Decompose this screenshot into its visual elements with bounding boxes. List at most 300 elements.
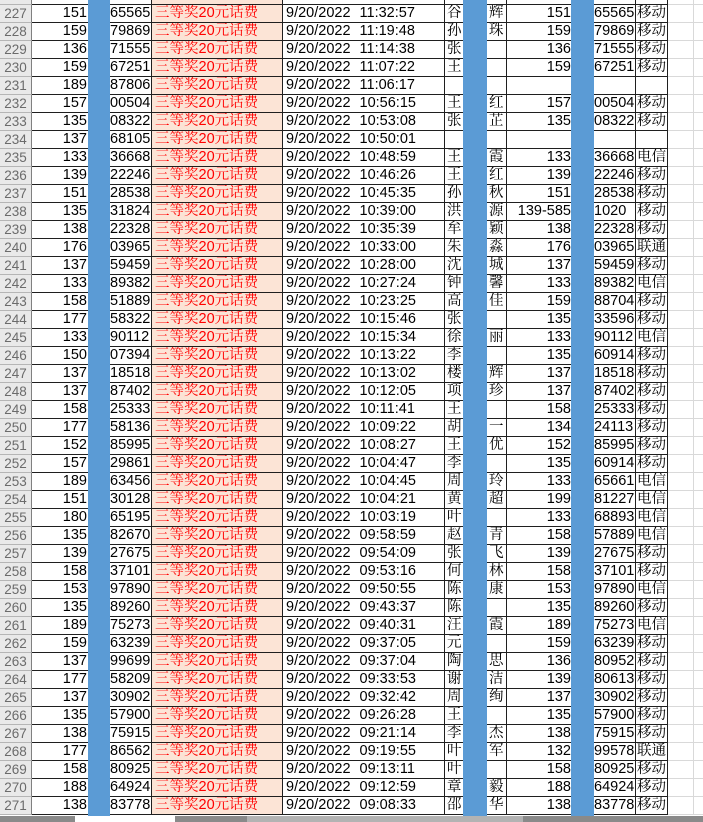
- draw-date: 9/20/2022: [286, 671, 351, 688]
- empty-gridline-area[interactable]: [668, 653, 703, 671]
- carrier-cell[interactable]: 电信: [636, 473, 668, 491]
- draw-date: 9/20/2022: [286, 220, 351, 237]
- row-header-cell[interactable]: 256: [0, 527, 32, 545]
- scrollbar-thumb[interactable]: [75, 816, 175, 822]
- draw-date: 9/20/2022: [286, 599, 351, 616]
- datetime-cell[interactable]: [283, 437, 445, 455]
- datetime-cell[interactable]: [283, 599, 445, 617]
- name-surname: 洪: [447, 202, 462, 219]
- datetime-cell[interactable]: [283, 239, 445, 257]
- row-header-cell[interactable]: 261: [0, 617, 32, 635]
- carrier-cell[interactable]: 电信: [636, 275, 668, 293]
- empty-gridline-area[interactable]: [668, 383, 703, 401]
- empty-gridline-area[interactable]: [668, 689, 703, 707]
- row-header-cell[interactable]: 254: [0, 491, 32, 509]
- empty-gridline-area[interactable]: [668, 23, 703, 41]
- datetime-cell[interactable]: [283, 545, 445, 563]
- phone-prefix: 158: [62, 761, 87, 778]
- carrier-cell[interactable]: 移动: [636, 671, 668, 689]
- name-given: 红: [489, 166, 504, 183]
- empty-gridline-area[interactable]: [668, 293, 703, 311]
- empty-gridline-area[interactable]: [668, 671, 703, 689]
- draw-time: 10:27:24: [359, 274, 416, 291]
- prize-cell[interactable]: 三等奖20元话费: [152, 131, 283, 149]
- row-header-cell[interactable]: 237: [0, 185, 32, 203]
- carrier-cell[interactable]: 移动: [636, 5, 668, 23]
- phone-suffix: 28538: [110, 184, 151, 201]
- carrier-cell[interactable]: 移动: [636, 437, 668, 455]
- carrier-cell[interactable]: 移动: [636, 761, 668, 779]
- horizontal-scrollbar[interactable]: [0, 816, 703, 822]
- draw-time: 10:56:15: [359, 94, 416, 111]
- datetime-cell[interactable]: [283, 779, 445, 797]
- datetime-cell[interactable]: [283, 221, 445, 239]
- carrier-cell[interactable]: 电信: [636, 527, 668, 545]
- prize-cell[interactable]: 三等奖20元话费: [152, 5, 283, 23]
- draw-date: 9/20/2022: [286, 707, 351, 724]
- carrier-cell[interactable]: 移动: [636, 365, 668, 383]
- carrier-cell[interactable]: 移动: [636, 635, 668, 653]
- carrier-cell[interactable]: 电信: [636, 491, 668, 509]
- name-surname: 汪: [447, 617, 462, 634]
- carrier-cell[interactable]: 电信: [636, 509, 668, 527]
- empty-gridline-area[interactable]: [668, 743, 703, 761]
- row-header-cell[interactable]: 264: [0, 671, 32, 689]
- carrier-cell[interactable]: 移动: [636, 653, 668, 671]
- carrier-cell[interactable]: 移动: [636, 455, 668, 473]
- empty-gridline-area[interactable]: [668, 545, 703, 563]
- empty-gridline-area[interactable]: [668, 131, 703, 149]
- datetime-cell[interactable]: [283, 329, 445, 347]
- name-surname: 周: [447, 689, 462, 706]
- name-surname: 张: [447, 40, 462, 57]
- row-header-cell[interactable]: 231: [0, 77, 32, 95]
- draw-time: 09:32:42: [359, 689, 416, 706]
- row-header-cell[interactable]: 252: [0, 455, 32, 473]
- carrier-cell[interactable]: 移动: [636, 419, 668, 437]
- empty-gridline-area[interactable]: [668, 527, 703, 545]
- empty-gridline-area[interactable]: [668, 347, 703, 365]
- empty-gridline-area[interactable]: [668, 419, 703, 437]
- row-header-cell[interactable]: 242: [0, 275, 32, 293]
- empty-gridline-area[interactable]: [668, 761, 703, 779]
- prize-cell[interactable]: 三等奖20元话费: [152, 455, 283, 473]
- carrier-cell[interactable]: 移动: [636, 779, 668, 797]
- row-header-cell[interactable]: 268: [0, 743, 32, 761]
- prize-cell[interactable]: 三等奖20元话费: [152, 689, 283, 707]
- empty-gridline-area[interactable]: [668, 329, 703, 347]
- carrier-cell[interactable]: 移动: [636, 725, 668, 743]
- prize-cell[interactable]: 三等奖20元话费: [152, 653, 283, 671]
- phone-suffix: 18518: [110, 364, 151, 381]
- carrier-cell[interactable]: 移动: [636, 167, 668, 185]
- prize-cell[interactable]: 三等奖20元话费: [152, 203, 283, 221]
- datetime-cell[interactable]: [283, 77, 445, 95]
- prize-cell[interactable]: 三等奖20元话费: [152, 599, 283, 617]
- row-header-cell[interactable]: 245: [0, 329, 32, 347]
- phone2-prefix: 137: [546, 689, 571, 706]
- empty-gridline-area[interactable]: [668, 221, 703, 239]
- prize-cell[interactable]: 三等奖20元话费: [152, 347, 283, 365]
- name-surname: 王: [447, 166, 462, 183]
- prize-cell[interactable]: 三等奖20元话费: [152, 545, 283, 563]
- carrier-cell[interactable]: 联通: [636, 239, 668, 257]
- empty-gridline-area[interactable]: [668, 455, 703, 473]
- prize-cell[interactable]: 三等奖20元话费: [152, 383, 283, 401]
- row-header-cell[interactable]: 263: [0, 653, 32, 671]
- empty-gridline-area[interactable]: [668, 599, 703, 617]
- carrier-cell[interactable]: 移动: [636, 41, 668, 59]
- phone2-suffix: 27675: [594, 544, 635, 561]
- carrier-cell[interactable]: 移动: [636, 203, 668, 221]
- datetime-cell[interactable]: [283, 707, 445, 725]
- prize-cell[interactable]: 三等奖20元话费: [152, 275, 283, 293]
- draw-date: 9/20/2022: [286, 689, 351, 706]
- row-header-cell[interactable]: 265: [0, 689, 32, 707]
- prize-cell[interactable]: 三等奖20元话费: [152, 167, 283, 185]
- prize-cell[interactable]: 三等奖20元话费: [152, 59, 283, 77]
- phone2-prefix: 135: [546, 454, 571, 471]
- carrier-cell[interactable]: 移动: [636, 545, 668, 563]
- row-header-cell[interactable]: 247: [0, 365, 32, 383]
- empty-gridline-area[interactable]: [668, 203, 703, 221]
- empty-gridline-area[interactable]: [668, 149, 703, 167]
- datetime-cell[interactable]: [283, 167, 445, 185]
- prize-cell[interactable]: 三等奖20元话费: [152, 797, 283, 815]
- draw-date: 9/20/2022: [286, 472, 351, 489]
- datetime-cell[interactable]: [283, 797, 445, 815]
- datetime-cell[interactable]: [283, 347, 445, 365]
- datetime-cell[interactable]: [283, 185, 445, 203]
- datetime-cell[interactable]: [283, 617, 445, 635]
- row-header-cell[interactable]: 228: [0, 23, 32, 41]
- datetime-cell[interactable]: [283, 383, 445, 401]
- empty-gridline-area[interactable]: [668, 113, 703, 131]
- phone-suffix: 90112: [110, 328, 150, 345]
- datetime-cell[interactable]: [283, 5, 445, 23]
- row-header-cell[interactable]: 262: [0, 635, 32, 653]
- prize-cell[interactable]: 三等奖20元话费: [152, 113, 283, 131]
- carrier-cell[interactable]: 移动: [636, 599, 668, 617]
- phone2-prefix: 139: [546, 544, 571, 561]
- carrier-cell[interactable]: 移动: [636, 689, 668, 707]
- draw-date: 9/20/2022: [286, 490, 351, 507]
- name-given: 华: [489, 797, 504, 814]
- datetime-cell[interactable]: [283, 455, 445, 473]
- datetime-cell[interactable]: [283, 401, 445, 419]
- empty-gridline-area[interactable]: [668, 185, 703, 203]
- row-header-cell[interactable]: 238: [0, 203, 32, 221]
- prize-cell[interactable]: 三等奖20元话费: [152, 221, 283, 239]
- datetime-cell[interactable]: [283, 311, 445, 329]
- prize-cell[interactable]: 三等奖20元话费: [152, 329, 283, 347]
- carrier-cell[interactable]: 移动: [636, 347, 668, 365]
- phone2-prefix: 135: [546, 346, 571, 363]
- carrier-cell[interactable]: 移动: [636, 185, 668, 203]
- draw-date: 9/20/2022: [286, 4, 351, 21]
- phone-suffix: 97890: [110, 581, 151, 597]
- empty-gridline-area[interactable]: [668, 707, 703, 725]
- carrier-cell[interactable]: 移动: [636, 23, 668, 41]
- phone2-suffix: 60914: [594, 454, 635, 471]
- phone-prefix: 133: [62, 274, 87, 291]
- name-surname: 叶: [447, 508, 462, 525]
- empty-gridline-area[interactable]: [668, 239, 703, 257]
- prize-cell[interactable]: 三等奖20元话费: [152, 77, 283, 95]
- carrier-cell[interactable]: [636, 77, 668, 95]
- datetime-cell[interactable]: [283, 509, 445, 527]
- name-given: [489, 77, 506, 94]
- datetime-cell[interactable]: [283, 491, 445, 509]
- prize-cell[interactable]: 三等奖20元话费: [152, 779, 283, 797]
- empty-gridline-area[interactable]: [668, 563, 703, 581]
- row-header-cell[interactable]: 255: [0, 509, 32, 527]
- phone-prefix: 157: [62, 94, 87, 111]
- draw-date: 9/20/2022: [286, 617, 351, 634]
- prize-cell[interactable]: 三等奖20元话费: [152, 743, 283, 761]
- name-given: [489, 599, 506, 616]
- prize-cell[interactable]: 三等奖20元话费: [152, 671, 283, 689]
- prize-cell[interactable]: 三等奖20元话费: [152, 41, 283, 59]
- carrier-cell[interactable]: 移动: [636, 311, 668, 329]
- row-header-cell[interactable]: 239: [0, 221, 32, 239]
- empty-gridline-area[interactable]: [668, 401, 703, 419]
- datetime-cell[interactable]: [283, 95, 445, 113]
- row-header-cell[interactable]: 241: [0, 257, 32, 275]
- carrier-cell[interactable]: 移动: [636, 221, 668, 239]
- row-header-cell[interactable]: 234: [0, 131, 32, 149]
- prize-cell[interactable]: 三等奖20元话费: [152, 401, 283, 419]
- row-header-cell[interactable]: 246: [0, 347, 32, 365]
- row-header-cell[interactable]: 269: [0, 761, 32, 779]
- phone2-suffix: 03965: [594, 238, 635, 255]
- datetime-cell[interactable]: [283, 689, 445, 707]
- prize-cell[interactable]: 三等奖20元话费: [152, 581, 283, 599]
- prize-cell[interactable]: 三等奖20元话费: [152, 149, 283, 167]
- phone-suffix: 89260: [110, 599, 151, 616]
- empty-gridline-area[interactable]: [668, 635, 703, 653]
- carrier-cell[interactable]: 移动: [636, 797, 668, 815]
- empty-gridline-area[interactable]: [668, 365, 703, 383]
- carrier-cell[interactable]: 电信: [636, 329, 668, 347]
- empty-gridline-area[interactable]: [668, 509, 703, 527]
- row-header-cell[interactable]: 257: [0, 545, 32, 563]
- carrier-cell[interactable]: [636, 131, 668, 149]
- datetime-cell[interactable]: [283, 293, 445, 311]
- phone2-prefix: 138: [546, 725, 571, 742]
- row-header-cell[interactable]: 249: [0, 401, 32, 419]
- row-header-cell[interactable]: 232: [0, 95, 32, 113]
- carrier-cell[interactable]: 移动: [636, 383, 668, 401]
- phone2-prefix: 159: [546, 635, 571, 652]
- empty-gridline-area[interactable]: [668, 473, 703, 491]
- prize-cell[interactable]: 三等奖20元话费: [152, 419, 283, 437]
- name-given: 颖: [489, 220, 504, 237]
- row-header-cell[interactable]: 236: [0, 167, 32, 185]
- row-header-cell[interactable]: 270: [0, 779, 32, 797]
- datetime-cell[interactable]: [283, 113, 445, 131]
- name-given: 一: [489, 418, 504, 435]
- phone2-suffix: 80925: [594, 761, 635, 778]
- name-given: [489, 41, 506, 58]
- datetime-cell[interactable]: [283, 653, 445, 671]
- prize-cell[interactable]: 三等奖20元话费: [152, 509, 283, 527]
- carrier-cell[interactable]: 移动: [636, 401, 668, 419]
- datetime-cell[interactable]: [283, 581, 445, 599]
- empty-gridline-area[interactable]: [668, 257, 703, 275]
- carrier-cell[interactable]: 移动: [636, 113, 668, 131]
- carrier-cell[interactable]: 移动: [636, 707, 668, 725]
- phone2-suffix: 83778: [594, 797, 635, 814]
- row-header-cell[interactable]: 229: [0, 41, 32, 59]
- datetime-cell[interactable]: [283, 275, 445, 293]
- prize-cell[interactable]: 三等奖20元话费: [152, 617, 283, 635]
- empty-gridline-area[interactable]: [668, 725, 703, 743]
- prize-cell[interactable]: 三等奖20元话费: [152, 311, 283, 329]
- empty-gridline-area[interactable]: [668, 95, 703, 113]
- prize-cell[interactable]: 三等奖20元话费: [152, 23, 283, 41]
- datetime-cell[interactable]: [283, 743, 445, 761]
- phone-suffix: 51889: [110, 292, 151, 309]
- carrier-cell[interactable]: 移动: [636, 59, 668, 77]
- prize-cell[interactable]: 三等奖20元话费: [152, 491, 283, 509]
- prize-cell[interactable]: 三等奖20元话费: [152, 527, 283, 545]
- datetime-cell[interactable]: [283, 257, 445, 275]
- datetime-cell[interactable]: [283, 671, 445, 689]
- carrier-cell[interactable]: 移动: [636, 95, 668, 113]
- row-header-cell[interactable]: 267: [0, 725, 32, 743]
- phone-suffix: 79869: [110, 22, 151, 39]
- carrier-cell[interactable]: 联通: [636, 743, 668, 761]
- row-header-cell[interactable]: 244: [0, 311, 32, 329]
- empty-gridline-area[interactable]: [668, 311, 703, 329]
- row-header-cell[interactable]: 250: [0, 419, 32, 437]
- prize-cell[interactable]: 三等奖20元话费: [152, 725, 283, 743]
- datetime-cell[interactable]: [283, 365, 445, 383]
- datetime-cell[interactable]: [283, 149, 445, 167]
- datetime-cell[interactable]: [283, 563, 445, 581]
- phone-suffix: 75915: [110, 725, 151, 742]
- empty-gridline-area[interactable]: [668, 437, 703, 455]
- prize-cell[interactable]: 三等奖20元话费: [152, 185, 283, 203]
- draw-date: 9/20/2022: [286, 274, 351, 291]
- carrier-cell[interactable]: 电信: [636, 617, 668, 635]
- prize-cell[interactable]: 三等奖20元话费: [152, 473, 283, 491]
- datetime-cell[interactable]: [283, 203, 445, 221]
- datetime-cell[interactable]: [283, 131, 445, 149]
- empty-gridline-area[interactable]: [668, 41, 703, 59]
- phone-suffix: 99699: [110, 653, 151, 670]
- datetime-cell[interactable]: [283, 527, 445, 545]
- phone2-suffix: 18518: [594, 364, 635, 381]
- datetime-cell[interactable]: [283, 725, 445, 743]
- row-header-cell[interactable]: 271: [0, 797, 32, 815]
- empty-gridline-area[interactable]: [668, 797, 703, 815]
- row-header-cell[interactable]: 235: [0, 149, 32, 167]
- prize-cell[interactable]: 三等奖20元话费: [152, 707, 283, 725]
- empty-gridline-area[interactable]: [668, 581, 703, 599]
- draw-date: 9/20/2022: [286, 581, 351, 597]
- phone2-prefix: 153: [546, 581, 571, 597]
- row-header-cell[interactable]: 260: [0, 599, 32, 617]
- prize-cell[interactable]: 三等奖20元话费: [152, 761, 283, 779]
- prize-cell[interactable]: 三等奖20元话费: [152, 365, 283, 383]
- row-header-cell[interactable]: 240: [0, 239, 32, 257]
- phone-suffix: 82670: [110, 526, 151, 543]
- row-header-cell[interactable]: 259: [0, 581, 32, 599]
- draw-time: 10:04:47: [359, 454, 416, 471]
- prize-cell[interactable]: 三等奖20元话费: [152, 437, 283, 455]
- draw-time: 10:50:01: [359, 130, 416, 147]
- carrier-cell[interactable]: 电信: [636, 581, 668, 599]
- prize-cell[interactable]: 三等奖20元话费: [152, 95, 283, 113]
- empty-gridline-area[interactable]: [668, 167, 703, 185]
- empty-gridline-area[interactable]: [668, 59, 703, 77]
- draw-time: 09:08:33: [359, 797, 416, 814]
- draw-date: 9/20/2022: [286, 743, 351, 760]
- datetime-cell[interactable]: [283, 635, 445, 653]
- name-surname: 张: [447, 310, 462, 327]
- draw-time: 11:06:17: [359, 76, 415, 93]
- phone-prefix: 176: [62, 238, 87, 255]
- empty-gridline-area[interactable]: [668, 77, 703, 95]
- row-header-cell[interactable]: 258: [0, 563, 32, 581]
- phone2-suffix: 00504: [594, 94, 635, 111]
- datetime-cell[interactable]: [283, 23, 445, 41]
- name-given: 丽: [489, 328, 504, 345]
- row-header-cell[interactable]: 266: [0, 707, 32, 725]
- phone-prefix: 137: [62, 653, 87, 670]
- prize-cell[interactable]: 三等奖20元话费: [152, 293, 283, 311]
- row-header-cell[interactable]: 243: [0, 293, 32, 311]
- row-header-cell[interactable]: 233: [0, 113, 32, 131]
- name-surname: 李: [447, 725, 462, 742]
- datetime-cell[interactable]: [283, 59, 445, 77]
- phone-suffix: 22246: [110, 166, 151, 183]
- datetime-cell[interactable]: [283, 419, 445, 437]
- prize-cell[interactable]: 三等奖20元话费: [152, 239, 283, 257]
- carrier-cell[interactable]: 电信: [636, 149, 668, 167]
- phone-prefix: 133: [62, 148, 87, 165]
- carrier-cell[interactable]: 移动: [636, 257, 668, 275]
- phone-prefix: 158: [62, 292, 87, 309]
- row-header-cell[interactable]: 253: [0, 473, 32, 491]
- row-header-cell[interactable]: 248: [0, 383, 32, 401]
- prize-cell[interactable]: 三等奖20元话费: [152, 563, 283, 581]
- empty-gridline-area[interactable]: [668, 617, 703, 635]
- carrier-cell[interactable]: 移动: [636, 563, 668, 581]
- name-given: 辉: [489, 364, 504, 381]
- row-header-cell[interactable]: 227: [0, 5, 32, 23]
- prize-cell[interactable]: 三等奖20元话费: [152, 257, 283, 275]
- phone-prefix: 135: [62, 112, 87, 129]
- datetime-cell[interactable]: [283, 473, 445, 491]
- empty-gridline-area[interactable]: [668, 779, 703, 797]
- draw-date: 9/20/2022: [286, 779, 351, 796]
- draw-date: 9/20/2022: [286, 184, 351, 201]
- empty-gridline-area[interactable]: [668, 5, 703, 23]
- empty-gridline-area[interactable]: [668, 491, 703, 509]
- datetime-cell[interactable]: [283, 761, 445, 779]
- empty-gridline-area[interactable]: [668, 275, 703, 293]
- phone-prefix: 139: [62, 544, 87, 561]
- carrier-cell[interactable]: 移动: [636, 293, 668, 311]
- prize-cell[interactable]: 三等奖20元话费: [152, 635, 283, 653]
- phone2-prefix: [507, 131, 571, 148]
- row-header-cell[interactable]: 230: [0, 59, 32, 77]
- datetime-cell[interactable]: [283, 41, 445, 59]
- row-header-cell[interactable]: 251: [0, 437, 32, 455]
